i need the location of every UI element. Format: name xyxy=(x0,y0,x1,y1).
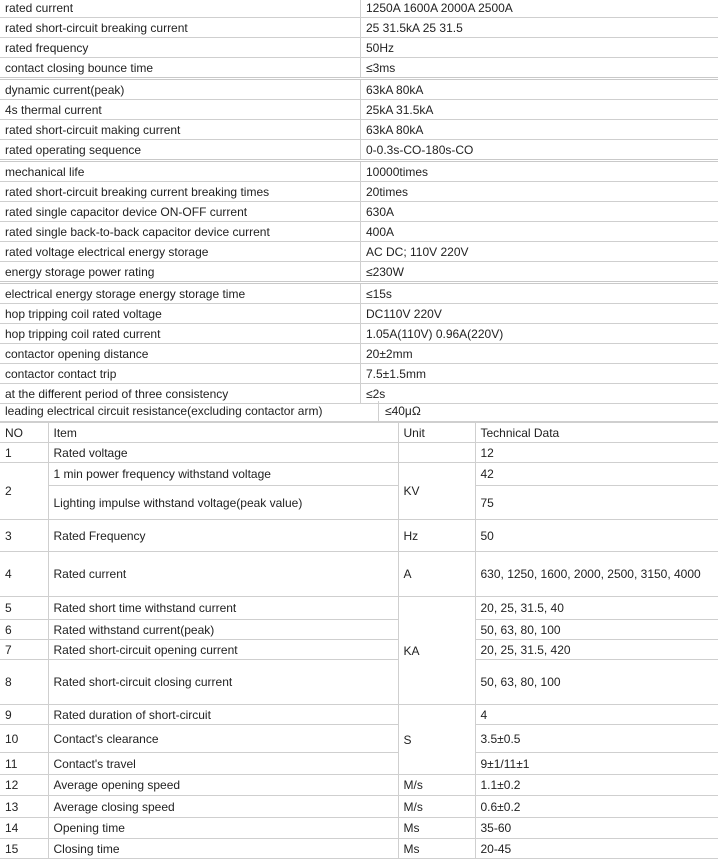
spec-param: at the different period of three consistency xyxy=(0,384,361,404)
spec-value: 63kA 80kA xyxy=(361,79,718,100)
unit-cell: Ms xyxy=(398,818,475,839)
technical-value: 4 xyxy=(475,705,718,725)
row-number: 8 xyxy=(0,660,48,705)
technical-value: 3.5±0.5 xyxy=(475,725,718,753)
item-label: Rated short-circuit opening current xyxy=(48,640,398,660)
spec-row xyxy=(0,18,718,38)
spec-value: 50Hz xyxy=(361,38,718,58)
row-number: 3 xyxy=(0,520,48,552)
unit-cell: M/s xyxy=(398,775,475,796)
spec-value: 25kA 31.5kA xyxy=(361,100,718,120)
item-label: Rated short time withstand current xyxy=(48,597,398,620)
row-number: 6 xyxy=(0,620,48,640)
spec-row xyxy=(0,202,718,222)
spec-row xyxy=(0,324,718,344)
spec-param: hop tripping coil rated voltage xyxy=(0,304,361,324)
spec-row xyxy=(0,0,718,18)
tech-row xyxy=(0,753,718,775)
unit-cell: S xyxy=(398,705,475,775)
spec-value: DC110V 220V xyxy=(361,304,718,324)
technical-value: 75 xyxy=(475,486,718,520)
lead-resistance-row xyxy=(0,401,718,422)
header-no: NO xyxy=(0,423,48,443)
spec-param: mechanical life xyxy=(0,161,361,182)
tech-row xyxy=(0,818,718,839)
item-label: Average opening speed xyxy=(48,775,398,796)
spec-value: 0-0.3s-CO-180s-CO xyxy=(361,140,718,161)
spec-value: 63kA 80kA xyxy=(361,120,718,140)
spec-param: rated short-circuit breaking current breaking times xyxy=(0,182,361,202)
spec-row xyxy=(0,242,718,262)
spec-row xyxy=(0,38,718,58)
spec-row xyxy=(0,58,718,79)
spec-param: rated voltage electrical energy storage xyxy=(0,242,361,262)
technical-value: 9±1/11±1 xyxy=(475,753,718,775)
unit-cell: KV xyxy=(398,463,475,520)
spec-row xyxy=(0,79,718,100)
technical-value: 0.6±0.2 xyxy=(475,796,718,818)
technical-value: 50, 63, 80, 100 xyxy=(475,660,718,705)
tech-row xyxy=(0,443,718,463)
spec-row xyxy=(0,182,718,202)
technical-value: 20, 25, 31.5, 420 xyxy=(475,640,718,660)
unit-cell: A xyxy=(398,552,475,597)
item-label: Rated short-circuit closing current xyxy=(48,660,398,705)
item-label: Average closing speed xyxy=(48,796,398,818)
spec-value: ≤15s xyxy=(361,283,718,304)
spec-row xyxy=(0,364,718,384)
tech-row xyxy=(0,775,718,796)
spec-row xyxy=(0,262,718,283)
item-label: 1 min power frequency withstand voltage xyxy=(48,463,398,486)
spec-param: 4s thermal current xyxy=(0,100,361,120)
item-label: Opening time xyxy=(48,818,398,839)
spec-value: 25 31.5kA 25 31.5 xyxy=(361,18,718,38)
row-number: 4 xyxy=(0,552,48,597)
tech-row xyxy=(0,796,718,818)
tech-row xyxy=(0,620,718,640)
spec-param: dynamic current(peak) xyxy=(0,79,361,100)
spec-row xyxy=(0,304,718,324)
tech-row xyxy=(0,486,718,520)
row-number: 11 xyxy=(0,753,48,775)
column-divider xyxy=(378,401,379,421)
spec-value: 400A xyxy=(361,222,718,242)
item-label: Rated duration of short-circuit xyxy=(48,705,398,725)
spec-row xyxy=(0,344,718,364)
row-number: 13 xyxy=(0,796,48,818)
unit-cell: KA xyxy=(398,597,475,705)
technical-value: 20, 25, 31.5, 40 xyxy=(475,597,718,620)
header-item: Item xyxy=(48,423,398,443)
item-label: Rated voltage xyxy=(48,443,398,463)
technical-value: 50, 63, 80, 100 xyxy=(475,620,718,640)
technical-value: 35-60 xyxy=(475,818,718,839)
lead-resistance-label: leading electrical circuit resistance(excluding contactor arm) xyxy=(5,404,323,418)
tech-row xyxy=(0,463,718,486)
technical-value: 20-45 xyxy=(475,839,718,859)
technical-value: 1.1±0.2 xyxy=(475,775,718,796)
row-number: 10 xyxy=(0,725,48,753)
spec-value: 630A xyxy=(361,202,718,222)
spec-value: 10000times xyxy=(361,161,718,182)
tech-row xyxy=(0,725,718,753)
spec-value: 1250A 1600A 2000A 2500A xyxy=(361,0,718,18)
tech-row xyxy=(0,640,718,660)
spec-param: rated frequency xyxy=(0,38,361,58)
tech-row xyxy=(0,705,718,725)
spec-param: hop tripping coil rated current xyxy=(0,324,361,344)
technical-value: 12 xyxy=(475,443,718,463)
spec-row xyxy=(0,283,718,304)
row-number: 12 xyxy=(0,775,48,796)
row-number: 5 xyxy=(0,597,48,620)
spec-row xyxy=(0,161,718,182)
header-technical-data: Technical Data xyxy=(475,423,718,443)
item-label: Rated withstand current(peak) xyxy=(48,620,398,640)
spec-row xyxy=(0,222,718,242)
spec-value: 1.05A(110V) 0.96A(220V) xyxy=(361,324,718,344)
spec-param: rated single back-to-back capacitor device current xyxy=(0,222,361,242)
tech-row xyxy=(0,660,718,705)
spec-param: rated operating sequence xyxy=(0,140,361,161)
spec-param: contactor opening distance xyxy=(0,344,361,364)
spec-row xyxy=(0,140,718,161)
spec-param: rated single capacitor device ON-OFF current xyxy=(0,202,361,222)
row-number: 15 xyxy=(0,839,48,859)
lead-resistance-value: ≤40μΩ xyxy=(385,404,421,418)
row-number: 9 xyxy=(0,705,48,725)
spec-value: 7.5±1.5mm xyxy=(361,364,718,384)
spec-value: ≤230W xyxy=(361,262,718,283)
spec-param: rated current xyxy=(0,0,361,18)
technical-value: 50 xyxy=(475,520,718,552)
tech-row xyxy=(0,520,718,552)
header-unit: Unit xyxy=(398,423,475,443)
unit-cell: Ms xyxy=(398,839,475,859)
unit-cell: M/s xyxy=(398,796,475,818)
spec-param: rated short-circuit breaking current xyxy=(0,18,361,38)
spec-param: contactor contact trip xyxy=(0,364,361,384)
spec-value: 20±2mm xyxy=(361,344,718,364)
item-label: Lighting impulse withstand voltage(peak value) xyxy=(48,486,398,520)
tech-row xyxy=(0,839,718,859)
spec-param: energy storage power rating xyxy=(0,262,361,283)
spec-row xyxy=(0,100,718,120)
tech-row xyxy=(0,552,718,597)
spec-table-top xyxy=(0,0,718,404)
item-label: Contact's clearance xyxy=(48,725,398,753)
spec-param: contact closing bounce time xyxy=(0,58,361,79)
row-number: 1 xyxy=(0,443,48,463)
item-label: Closing time xyxy=(48,839,398,859)
tech-data-table xyxy=(0,422,718,859)
spec-param: rated short-circuit making current xyxy=(0,120,361,140)
unit-cell: Hz xyxy=(398,520,475,552)
technical-value: 630, 1250, 1600, 2000, 2500, 3150, 4000 xyxy=(475,552,718,597)
spec-value: AC DC; 110V 220V xyxy=(361,242,718,262)
spec-value: 20times xyxy=(361,182,718,202)
spec-value: ≤3ms xyxy=(361,58,718,79)
spec-param: electrical energy storage energy storage time xyxy=(0,283,361,304)
item-label: Rated current xyxy=(48,552,398,597)
item-label: Rated Frequency xyxy=(48,520,398,552)
spec-value: ≤2s xyxy=(361,384,718,404)
row-number: 14 xyxy=(0,818,48,839)
row-number: 7 xyxy=(0,640,48,660)
technical-value: 42 xyxy=(475,463,718,486)
spec-row xyxy=(0,120,718,140)
tech-header-row xyxy=(0,423,718,443)
row-number: 2 xyxy=(0,463,48,520)
tech-row xyxy=(0,597,718,620)
unit-cell xyxy=(398,443,475,463)
item-label: Contact's travel xyxy=(48,753,398,775)
